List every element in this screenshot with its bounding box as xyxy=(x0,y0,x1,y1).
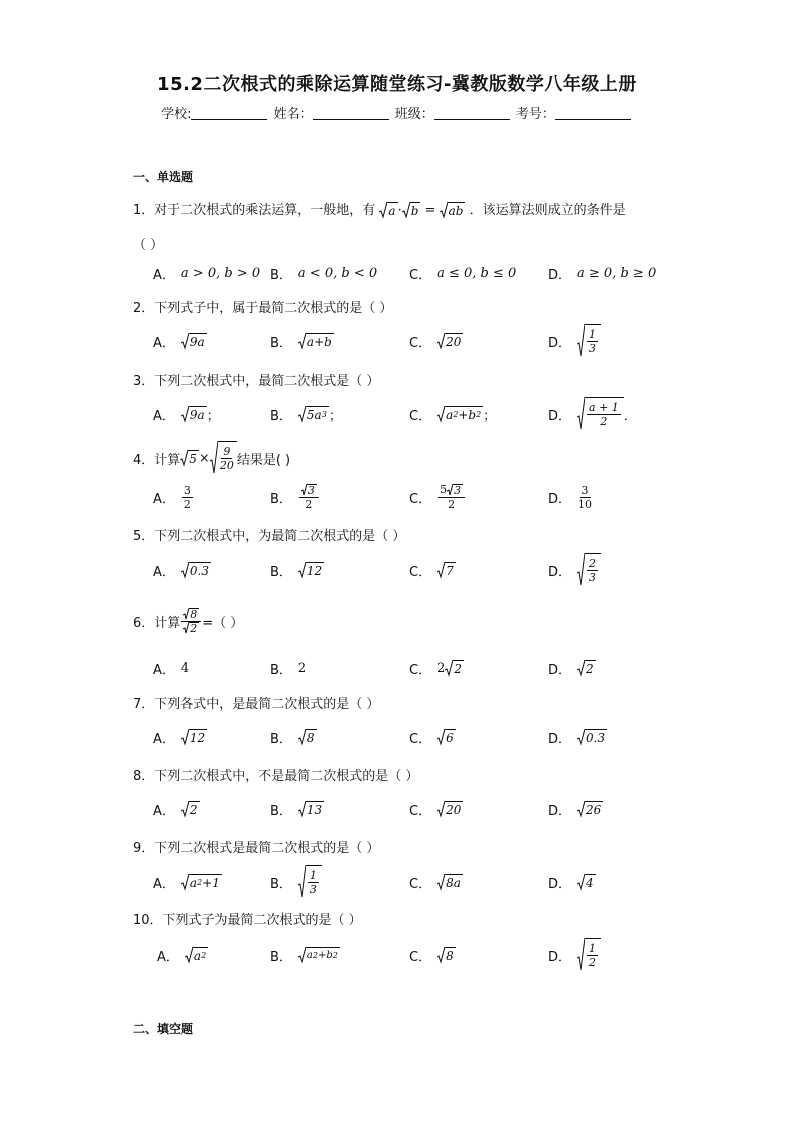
option-b[interactable]: B． 12 xyxy=(270,563,323,580)
school-label: 学校: xyxy=(161,107,192,122)
option-b[interactable]: B． 5a 3 ； xyxy=(270,407,342,424)
exam-number-label: 考号： xyxy=(515,107,555,122)
section-single-choice: 一、单选题 xyxy=(133,170,194,184)
option-a[interactable]: A． 9a ； xyxy=(153,407,220,424)
sqrt-b: b xyxy=(402,202,421,219)
option-c[interactable]: C． 6 xyxy=(409,730,454,747)
question-6-text: 6．计算 xyxy=(133,615,181,631)
option-c[interactable]: C． 2 2 xyxy=(409,660,462,678)
option-a[interactable]: A． a 2 +1 xyxy=(153,875,220,892)
question-2: 2．下列式子中，属于最简二次根式的是（ ） xyxy=(133,301,393,316)
school-field[interactable] xyxy=(191,105,267,120)
option-d[interactable]: D． $\frac{a + 1}{2}$ ． xyxy=(548,396,637,432)
option-b[interactable]: B． 8 xyxy=(270,730,315,747)
option-a[interactable]: A． a 2 xyxy=(157,948,207,965)
option-a[interactable]: A． $\frac{3}{2}$ xyxy=(153,483,191,511)
option-a[interactable]: A． 12 xyxy=(153,730,206,747)
option-d[interactable]: D． $\frac{1}{2}$ xyxy=(548,937,601,973)
question-5-options xyxy=(153,552,713,588)
question-10: 10．下列式子为最简二次根式的是（ ） xyxy=(133,913,362,928)
option-b[interactable]: B． a+b xyxy=(270,334,332,351)
question-4-text-end: 结果是( ) xyxy=(236,452,291,468)
option-d[interactable]: D． $\frac{2}{3}$ xyxy=(548,552,601,588)
question-2-options xyxy=(153,323,713,359)
section-fill-blank: 二、填空题 xyxy=(133,1022,194,1036)
option-b[interactable]: B． $\frac{1}{3}$ xyxy=(270,864,322,900)
sqrt-a: a xyxy=(379,202,397,219)
option-b[interactable]: B． a < 0, b < 0 xyxy=(270,265,378,283)
question-1-options xyxy=(153,255,713,291)
sqrt-ab: ab xyxy=(440,202,466,219)
option-d[interactable]: D． 4 xyxy=(548,875,594,892)
name-field[interactable] xyxy=(313,105,389,120)
option-c[interactable]: C． 8 xyxy=(409,948,454,965)
option-d[interactable]: D． $\frac{1}{3}$ xyxy=(548,323,601,359)
option-a[interactable]: A． 2 xyxy=(153,802,198,819)
question-4-text: 4．计算 xyxy=(133,452,181,468)
option-d[interactable]: D． a ≥ 0, b ≥ 0 xyxy=(548,265,657,283)
question-1-text-end: ．该运算法则成立的条件是 xyxy=(469,203,626,218)
option-d[interactable]: D． 0.3 xyxy=(548,730,606,747)
option-c[interactable]: C． 5 3 2 xyxy=(409,479,466,515)
question-6: 6．计算 $\frac{8}{2}$ =（ ） xyxy=(133,607,244,635)
student-info-row xyxy=(0,103,794,122)
question-8: 8．下列二次根式中，不是最简二次根式的是（ ） xyxy=(133,769,419,784)
question-7: 7．下列各式中，是最简二次根式的是（ ） xyxy=(133,697,380,712)
question-3-options xyxy=(153,396,713,432)
option-a[interactable]: A． 0.3 xyxy=(153,563,209,580)
option-a[interactable]: A． 4 xyxy=(153,660,190,678)
question-1: 1．对于二次根式的乘法运算，一般地，有 a · b = ab ．该运算法则成立的条件是 xyxy=(133,203,626,218)
option-d[interactable]: D． 26 xyxy=(548,802,602,819)
question-10-options xyxy=(153,937,713,973)
question-7-options xyxy=(153,719,713,755)
option-c[interactable]: C． 20 xyxy=(409,334,462,351)
question-3: 3．下列二次根式中，最简二次根式是（ ） xyxy=(133,374,380,389)
question-4: 4．计算 5 × $\frac{9}{20}$ 结果是( ) xyxy=(133,441,290,475)
option-a[interactable]: A． 9a xyxy=(153,334,205,351)
option-b[interactable]: B． $\frac{3}{2}$ xyxy=(270,479,320,515)
option-c[interactable]: C． 8a xyxy=(409,875,461,892)
question-8-options xyxy=(153,791,713,827)
class-field[interactable] xyxy=(434,105,510,120)
option-c[interactable]: C． 20 xyxy=(409,802,462,819)
exam-number-field[interactable] xyxy=(555,105,631,120)
option-b[interactable]: B． a 2 +b 2 xyxy=(270,937,340,973)
option-b[interactable]: B． 13 xyxy=(270,802,323,819)
option-d[interactable]: D． $\frac{3}{10}$ xyxy=(548,483,593,511)
class-label: 班级： xyxy=(394,107,434,122)
option-a[interactable]: A． a > 0, b > 0 xyxy=(153,265,261,283)
option-c[interactable]: C． a 2 +b 2 ； xyxy=(409,407,497,424)
question-6-options xyxy=(153,650,713,686)
question-9-options xyxy=(153,864,713,900)
option-c[interactable]: C． 7 xyxy=(409,563,454,580)
option-d[interactable]: D． 2 xyxy=(548,661,594,678)
question-1-text: 1．对于二次根式的乘法运算，一般地，有 xyxy=(133,203,376,218)
option-c[interactable]: C． a ≤ 0, b ≤ 0 xyxy=(409,265,517,283)
question-5: 5．下列二次根式中，为最简二次根式的是（ ） xyxy=(133,529,406,544)
question-9: 9．下列二次根式是最简二次根式的是（ ） xyxy=(133,841,380,856)
question-1-paren: （ ） xyxy=(133,238,164,253)
question-4-options xyxy=(153,479,713,515)
name-label: 姓名： xyxy=(273,107,313,122)
question-6-text-end: =（ ） xyxy=(202,615,244,631)
page-title: 15.2二次根式的乘除运算随堂练习-冀教版数学八年级上册 xyxy=(157,74,637,95)
option-b[interactable]: B． 2 xyxy=(270,660,307,678)
